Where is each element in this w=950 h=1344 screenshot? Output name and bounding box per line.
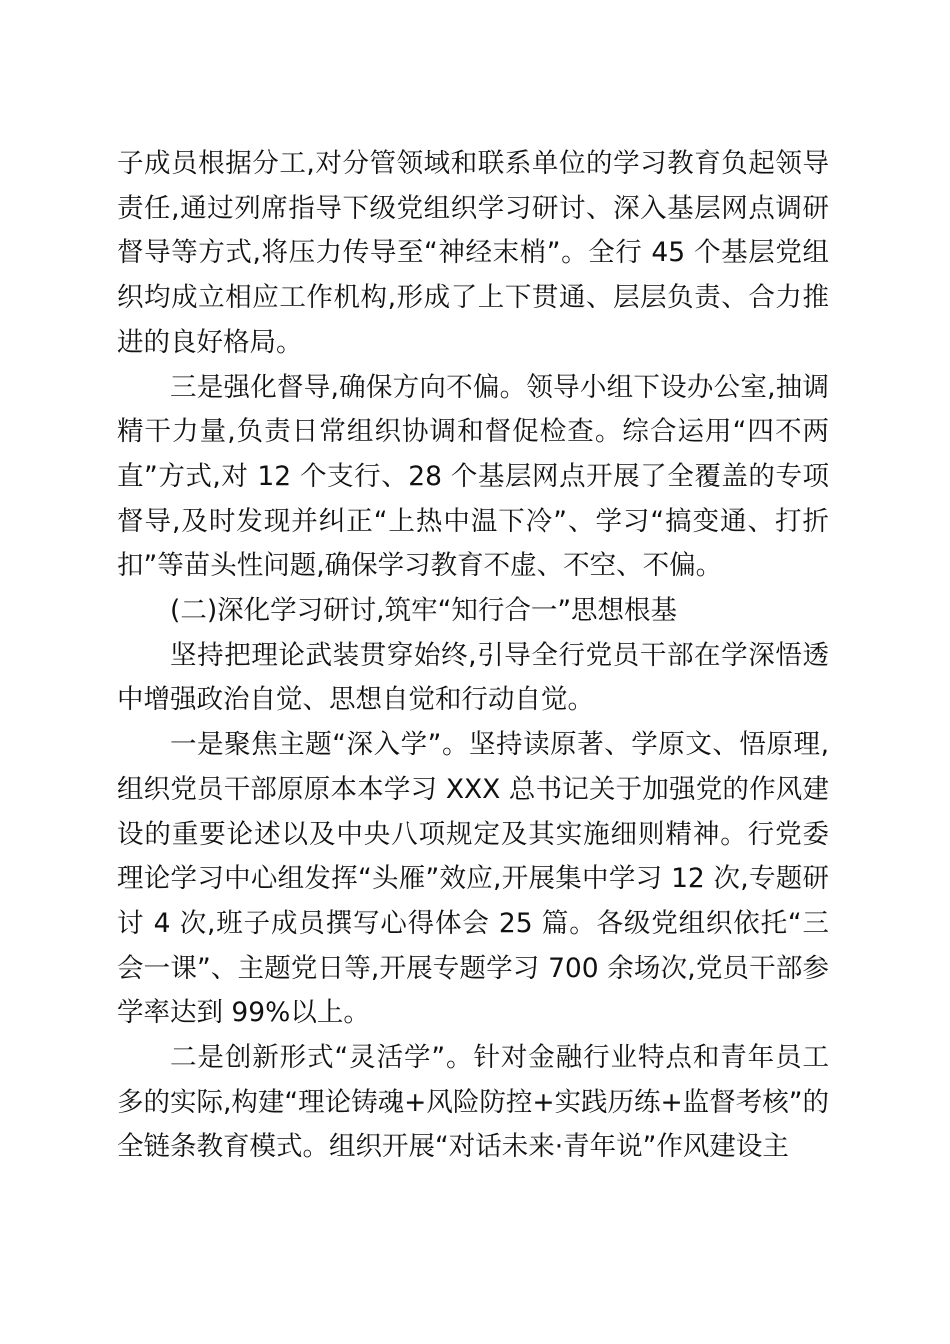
section-heading: (二)深化学习研讨,筑牢“知行合一”思想根基 — [170, 595, 678, 627]
paragraph-supervision: 三是强化督导,确保方向不偏。领导小组下设办公室,抽调精干力量,负责日常组织协调和督促检查。综合运用“四不两直”方式,对 12 个支行、28 个基层网点开展了全覆盖的专项督导,及时发现并纠正“上热中温下冷”、学习“搞变通、打折扣”等苗头性问题,确保学习教育不虚、不空、不偏。 — [117, 371, 829, 582]
paragraph-continuation: 子成员根据分工,对分管领域和联系单位的学习教育负起领导责任,通过列席指导下级党组织学习研讨、深入基层网点调研督导等方式,将压力传导至“神经末梢”。全行 45 个基层党组织均成立相应工作机构,形成了上下贯通、层层负责、合力推进的良好格局。 — [117, 148, 829, 358]
paragraph-focus-study: 一是聚焦主题“深入学”。坚持读原著、学原文、悟原理,组织党员干部原原本本学习 XXX 总书记关于加强党的作风建设的重要论述以及中央八项规定及其实施细则精神。行党委理论学习中心组发挥“头雁”效应,开展集中学习 12 次,专题研讨 4 次,班子成员撰写心得体会 25 篇。各级党组织依托“三会一课”、主题党日等,开展专题学习 700 余场次,党员干部参学率达到 99%以上。 — [117, 729, 829, 1029]
paragraph-theory: 坚持把理论武装贯穿始终,引导全行党员干部在学深悟透中增强政治自觉、思想自觉和行动自觉。 — [117, 639, 829, 716]
document-body — [117, 142, 829, 1170]
paragraph-flexible-study: 二是创新形式“灵活学”。针对金融行业特点和青年员工多的实际,构建“理论铸魂+风险防控+实践历练+监督考核”的全链条教育模式。组织开展“对话未来·青年说”作风建设主 — [117, 1042, 829, 1163]
